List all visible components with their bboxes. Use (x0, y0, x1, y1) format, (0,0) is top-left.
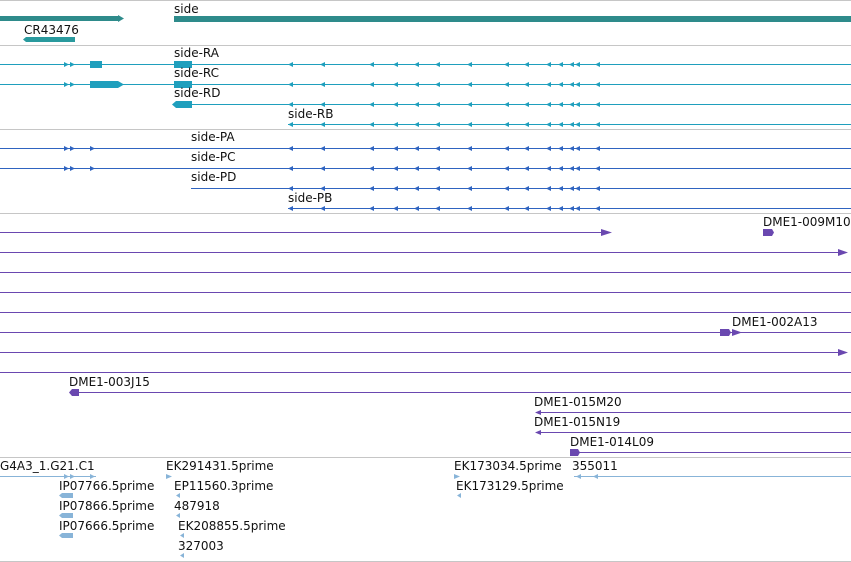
gene-feature-left[interactable] (0, 15, 124, 22)
est-ek208855-5prime-label: EK208855.5prime (178, 519, 286, 533)
protein-track (0, 130, 851, 211)
gene-track (0, 2, 851, 42)
est-487918[interactable] (174, 499, 220, 518)
transcript-side-ra[interactable] (0, 46, 851, 68)
est-g4a3-1-g21-c1[interactable] (0, 459, 96, 479)
protein-side-pb[interactable] (288, 191, 851, 211)
transcript-side-rc-label: side-RC (174, 66, 220, 80)
transcript-side-rd-label: side-RD (174, 86, 221, 100)
gene-side-label: side (174, 2, 199, 16)
protein-side-pc[interactable] (0, 150, 851, 171)
clone-dme1-015m20-label: DME1-015M20 (534, 395, 622, 409)
est-ek173129-5prime-label: EK173129.5prime (456, 479, 564, 493)
clone-dme1-009m10-label: DME1-009M10 (763, 215, 851, 229)
est-355011-label: 355011 (572, 459, 618, 473)
clone-dme1-002a13[interactable] (0, 315, 851, 336)
est-ek291431-5prime[interactable] (166, 459, 274, 479)
clone-track (0, 215, 851, 456)
protein-side-pa[interactable] (0, 130, 851, 151)
transcript-side-ra-label: side-RA (174, 46, 219, 60)
clone-dme1-003j15[interactable] (69, 375, 851, 396)
protein-side-pb-label: side-PB (288, 191, 333, 205)
gene-side[interactable] (174, 2, 851, 22)
protein-side-pc-label: side-PC (191, 150, 236, 164)
est-ip07866-5prime[interactable] (59, 499, 154, 518)
est-ip07666-5prime[interactable] (59, 519, 154, 538)
transcript-side-rc[interactable] (0, 66, 851, 88)
transcript-side-rb-label: side-RB (288, 107, 334, 121)
est-ek173034-5prime[interactable] (454, 459, 562, 479)
protein-side-pd-label: side-PD (191, 170, 237, 184)
protein-side-pd[interactable] (191, 170, 851, 191)
clone-dme1-003j15-label: DME1-003J15 (69, 375, 150, 389)
est-ek291431-5prime-label: EK291431.5prime (166, 459, 274, 473)
transcript-side-rd[interactable] (172, 86, 851, 108)
transcript-side-rb[interactable] (288, 107, 851, 127)
est-ip07666-5prime-label: IP07666.5prime (59, 519, 155, 533)
est-ip07766-5prime[interactable] (59, 479, 154, 498)
clone-dme1-014l09-label: DME1-014L09 (570, 435, 654, 449)
est-ip07866-5prime-label: IP07866.5prime (59, 499, 155, 513)
est-487918-label: 487918 (174, 499, 220, 513)
clone-line-2[interactable] (0, 249, 848, 256)
est-ek208855-5prime[interactable] (178, 519, 286, 538)
clone-dme1-015n19[interactable] (534, 415, 851, 435)
clone-dme1-014l09[interactable] (570, 435, 851, 456)
est-ip07766-5prime-label: IP07766.5prime (59, 479, 155, 493)
est-g4a3-1-g21-c1-label: G4A3_1.G21.C1 (0, 459, 95, 473)
clone-dme1-015n19-label: DME1-015N19 (534, 415, 621, 429)
est-ek173129-5prime[interactable] (456, 479, 564, 498)
transcript-track (0, 46, 851, 127)
est-ep11560-3prime-label: EP11560.3prime (174, 479, 274, 493)
clone-dme1-002a13-label: DME1-002A13 (732, 315, 818, 329)
est-ek173034-5prime-label: EK173034.5prime (454, 459, 562, 473)
est-327003-label: 327003 (178, 539, 224, 553)
gene-cr43476-label: CR43476 (24, 23, 79, 37)
clone-line-7[interactable] (0, 349, 848, 356)
clone-line-1[interactable] (0, 229, 612, 236)
est-355011[interactable] (572, 459, 851, 479)
clone-dme1-009m10[interactable] (763, 215, 851, 236)
est-327003[interactable] (178, 539, 224, 558)
protein-side-pa-label: side-PA (191, 130, 235, 144)
gene-cr43476[interactable] (23, 23, 79, 42)
clone-dme1-015m20[interactable] (534, 395, 851, 415)
est-track (0, 459, 851, 558)
est-ep11560-3prime[interactable] (174, 479, 273, 498)
